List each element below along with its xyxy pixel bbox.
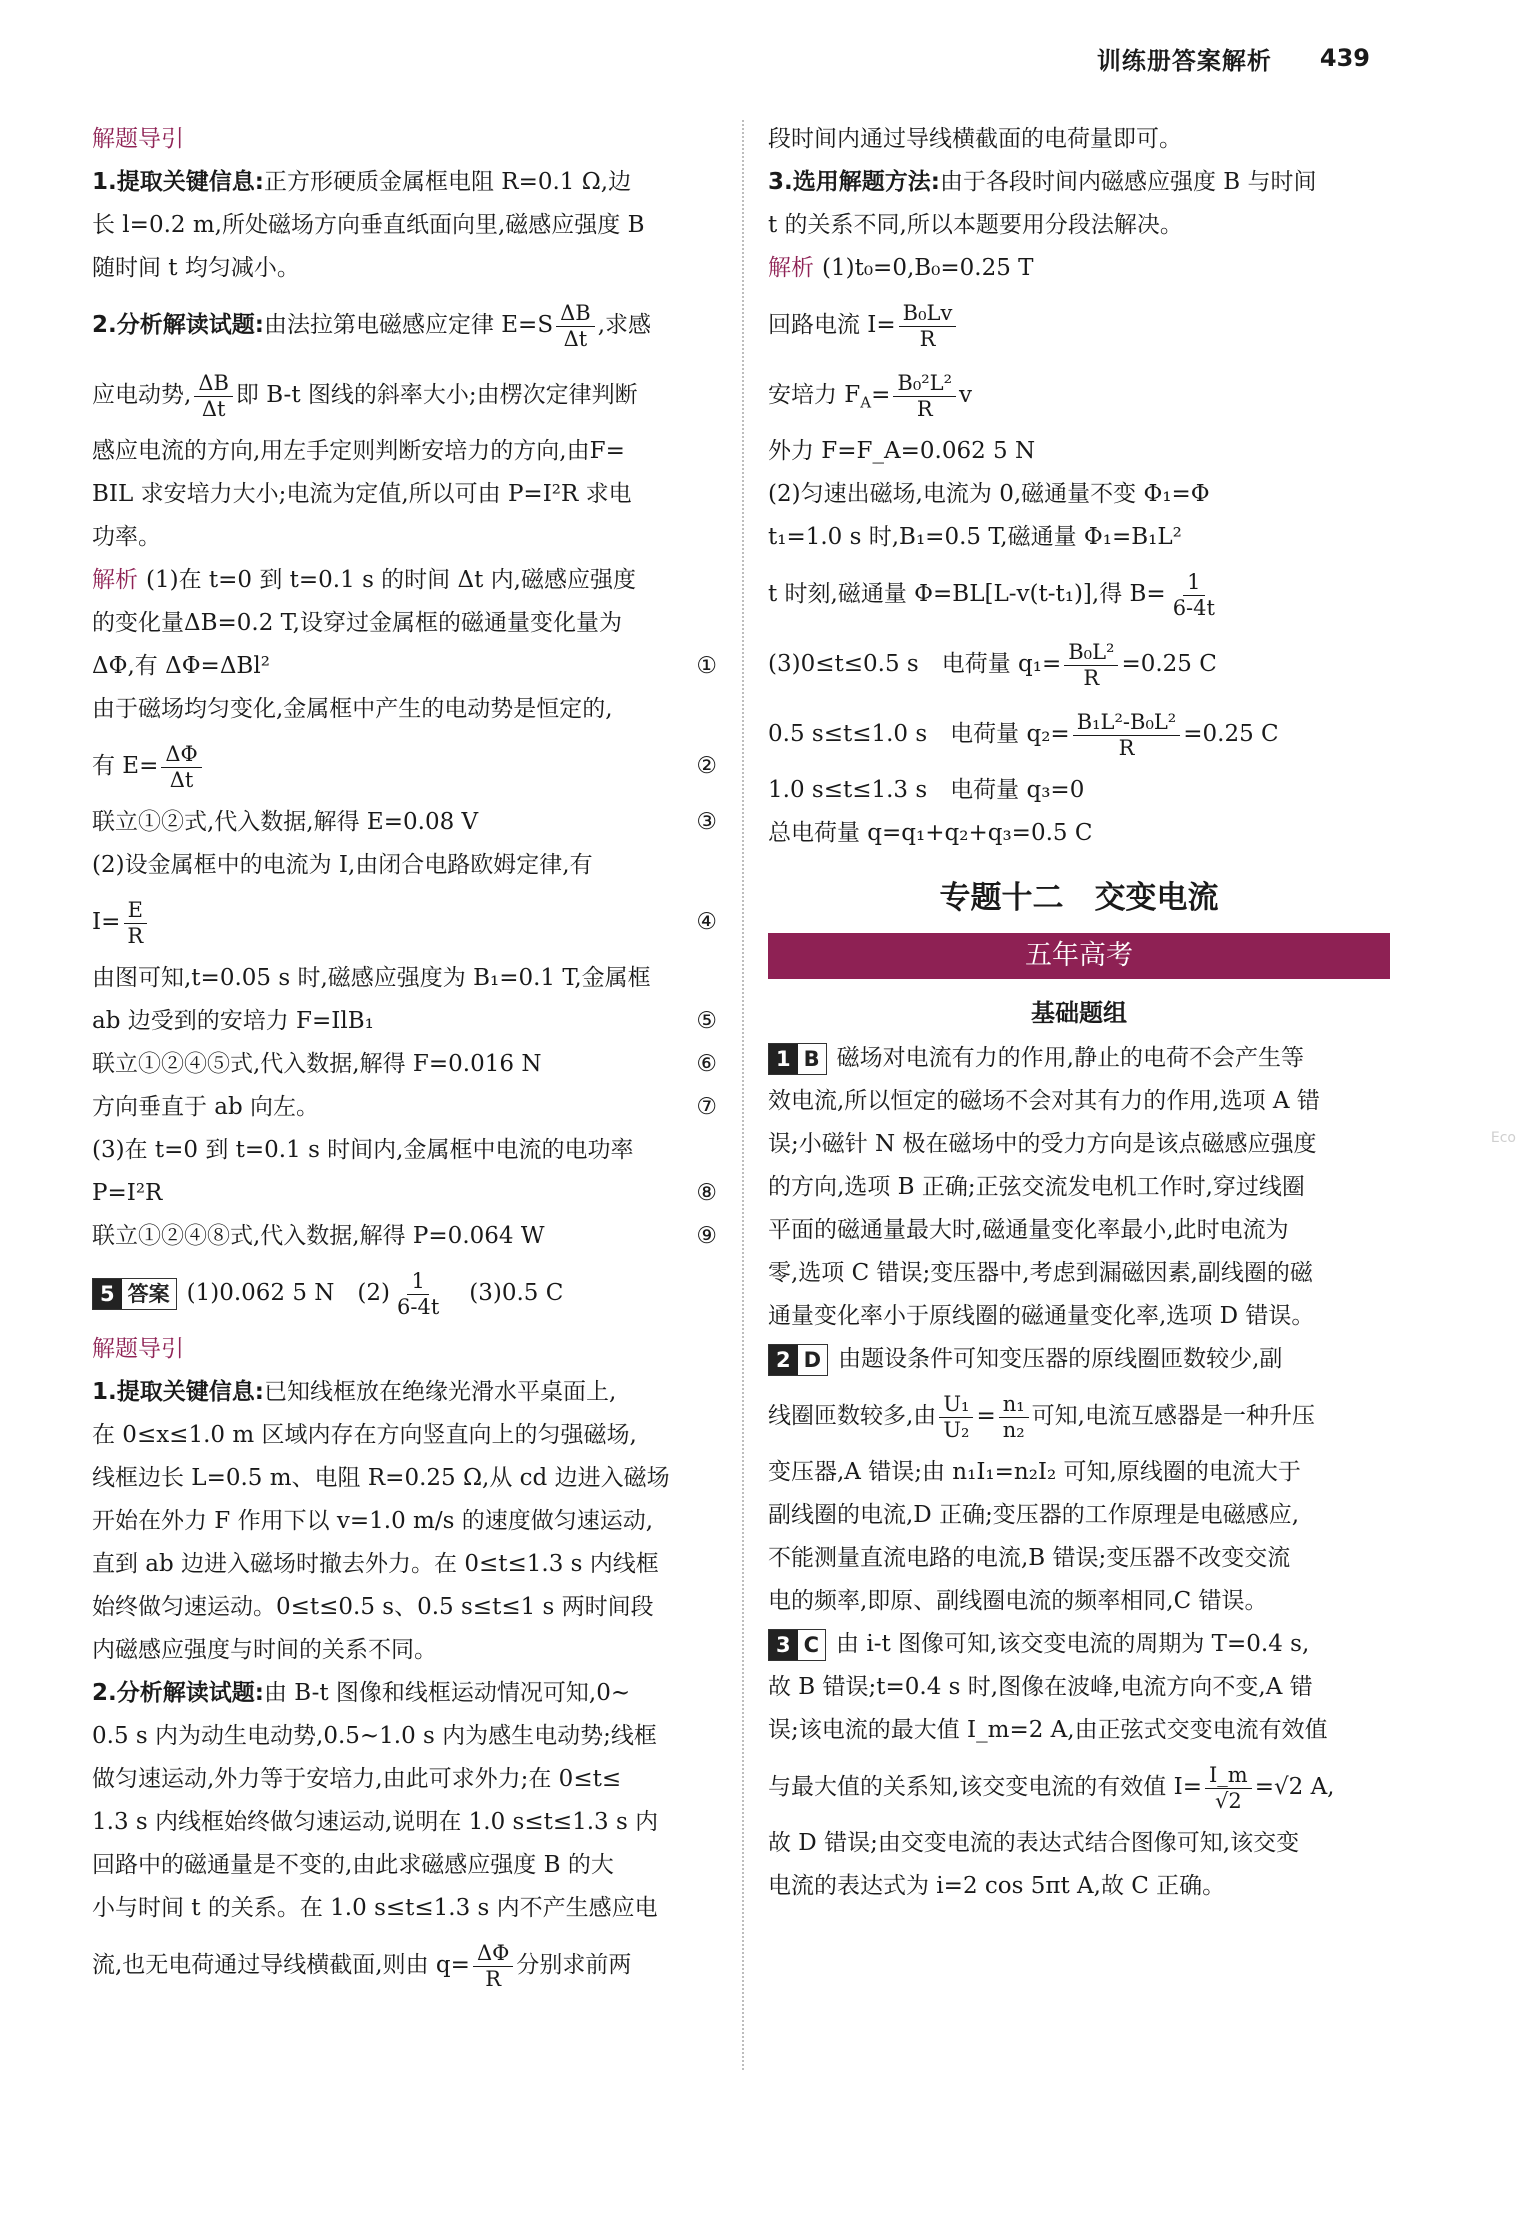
- fraction: $\frac{\text{B₁L²-B₀L²}}{R}$: [1073, 710, 1181, 759]
- group-title: 基础题组: [1031, 999, 1127, 1027]
- text-line: 1.提取关键信息:已知线框放在绝缘光滑水平桌面上,: [92, 1379, 617, 1405]
- text-line: 误;该电流的最大值 I_m=2 A,由正弦式交变电流有效值: [768, 1717, 1328, 1743]
- text-line: t 的关系不同,所以本题要用分段法解决。: [768, 212, 1183, 238]
- text-line: 直到 ab 边进入磁场时撤去外力。在 0≤t≤1.3 s 内线框: [92, 1551, 659, 1577]
- text-line: 总电荷量 q=q₁+q₂+q₃=0.5 C: [768, 820, 1093, 846]
- text-line: 不能测量直流电路的电流,B 错误;变压器不改变交流: [768, 1545, 1291, 1571]
- text-line: 效电流,所以恒定的磁场不会对其有力的作用,选项 A 错: [768, 1088, 1320, 1114]
- text-line: P=I²R ⑧: [92, 1172, 717, 1215]
- equation-marker: ⑤: [696, 1008, 717, 1034]
- fraction: $\frac{\text{B₀Lv}}{R}$: [899, 301, 957, 350]
- text-line: 联立①②④⑧式,代入数据,解得 P=0.064 W ⑨: [92, 1215, 717, 1258]
- text-line: 安培力 $F_A=$ $\frac{\text{B₀²L²}}{R}$ v: [768, 371, 973, 421]
- text-line: 做匀速运动,外力等于安培力,由此可求外力;在 0≤t≤: [92, 1766, 622, 1792]
- left-column: [92, 118, 717, 2000]
- text-line: 电流的表达式为 i=2 cos 5πt A,故 C 正确。: [768, 1873, 1226, 1899]
- fraction: $\frac{\Delta\Phi}{R}$: [473, 1941, 513, 1990]
- text-line: 始终做匀速运动。0≤t≤0.5 s、0.5 s≤t≤1 s 两时间段: [92, 1594, 654, 1620]
- text-line: 平面的磁通量最大时,磁通量变化率最小,此时电流为: [768, 1217, 1289, 1243]
- question-badge: 3 C: [768, 1629, 826, 1661]
- text-line: 内磁感应强度与时间的关系不同。: [92, 1637, 437, 1663]
- answer-line: 5 答案 (1)0.062 5 N (2) $\frac{1}{6-4t}$ (3)0.5 C: [92, 1258, 717, 1328]
- text-line: 2.分析解读试题:由法拉第电磁感应定律 E=S $\frac{\Delta B}{\Delta t}$ ,求感: [92, 301, 652, 351]
- text-line: 由于磁场均匀变化,金属框中产生的电动势是恒定的,: [92, 696, 613, 722]
- text-line: 线框边长 L=0.5 m、电阻 R=0.25 Ω,从 cd 边进入磁场: [92, 1465, 670, 1491]
- fraction: $\frac{\Delta\Phi}{\Delta t}$: [161, 742, 201, 791]
- text-line: 随时间 t 均匀减小。: [92, 255, 300, 281]
- right-column: [768, 118, 1390, 1908]
- analysis-label: 解析: [768, 255, 814, 281]
- equation-marker: ④: [696, 909, 717, 935]
- text-line: BIL 求安培力大小;电流为定值,所以可由 P=I²R 求电: [92, 481, 632, 507]
- fraction: $\frac{I\_m}{√2}$: [1205, 1763, 1252, 1812]
- page-header: [1097, 38, 1370, 78]
- question-badge: 1 B: [768, 1043, 827, 1075]
- text-line: 应电动势, $\frac{\Delta B}{\Delta t}$ 即 B-t 图线的斜率大小;由楞次定律判断: [92, 371, 638, 421]
- equation-marker: ⑥: [696, 1051, 717, 1077]
- fraction: $\frac{E}{R}$: [123, 898, 147, 947]
- text-line: (3)在 t=0 到 t=0.1 s 时间内,金属框中电流的电功率: [92, 1137, 634, 1163]
- text-line: 误;小磁针 N 极在磁场中的受力方向是该点磁感应强度: [768, 1131, 1317, 1157]
- text-line: 2.分析解读试题:由 B-t 图像和线框运动情况可知,0~: [92, 1680, 631, 1706]
- text-line: 故 D 错误;由交变电流的表达式结合图像可知,该交变: [768, 1830, 1300, 1856]
- equation-marker: ③: [696, 809, 717, 835]
- guide-heading-2: 解题导引: [92, 1336, 184, 1362]
- page-number: 439: [1319, 44, 1370, 72]
- fraction: $\frac{\Delta B}{\Delta t}$: [194, 371, 233, 420]
- question-1: 1 B 磁场对电流有力的作用,静止的电荷不会产生等: [768, 1037, 1390, 1080]
- guide-heading-1: 解题导引: [92, 126, 184, 152]
- text-line: 与最大值的关系知,该交变电流的有效值 I= $\frac{I\_m}{√2}$ =√2 A,: [768, 1763, 1335, 1813]
- equation-marker: ⑧: [696, 1180, 717, 1206]
- fraction: $\frac{\text{B₀²L²}}{R}$: [893, 371, 956, 420]
- text-line: 解析 (1)在 t=0 到 t=0.1 s 的时间 Δt 内,磁感应强度: [92, 567, 636, 593]
- text-line: 由图可知,t=0.05 s 时,磁感应强度为 B₁=0.1 T,金属框: [92, 965, 651, 991]
- fraction: $\frac{\text{B₀L²}}{R}$: [1064, 640, 1118, 689]
- equation-marker: ⑦: [696, 1094, 717, 1120]
- text-line: 开始在外力 F 作用下以 v=1.0 m/s 的速度做匀速运动,: [92, 1508, 654, 1534]
- question-badge: 2 D: [768, 1344, 828, 1376]
- text-line: 1.3 s 内线框始终做匀速运动,说明在 1.0 s≤t≤1.3 s 内: [92, 1809, 659, 1835]
- text-line: 有 E= $\frac{\Delta\Phi}{\Delta t}$ ②: [92, 731, 717, 801]
- topic-title: 专题十二 交变电流: [939, 880, 1219, 916]
- equation-marker: ②: [696, 753, 717, 779]
- text-line: 流,也无电荷通过导线横截面,则由 q= $\frac{\Delta\Phi}{R}$ 分别求前两: [92, 1941, 632, 1991]
- text-line: 感应电流的方向,用左手定则判断安培力的方向,由F=: [92, 438, 625, 464]
- text-line: 3.选用解题方法:由于各段时间内磁感应强度 B 与时间: [768, 169, 1317, 195]
- text-line: 0.5 s 内为动生电动势,0.5~1.0 s 内为感生电动势;线框: [92, 1723, 657, 1749]
- fraction: $\frac{\text{U₁}}{\text{U₂}}$: [939, 1392, 973, 1441]
- text-line: t 时刻,磁通量 Φ=BL[L-v(t-t₁)],得 B= $\frac{1}{6-4t}$: [768, 559, 1390, 629]
- section-banner: 五年高考: [768, 933, 1390, 979]
- side-mark: Eco: [1490, 1130, 1516, 1146]
- text-line: 方向垂直于 ab 向左。 ⑦: [92, 1086, 717, 1129]
- text-line: 线圈匝数较多,由 $\frac{\text{U₁}}{\text{U₂}}$ = $\frac{\text{n₁}}{\text{n₂}}$ 可知,电流互感器是一种升压: [768, 1392, 1315, 1442]
- equation-marker: ①: [696, 653, 717, 679]
- equation-marker: ⑨: [696, 1223, 717, 1249]
- text-line: 联立①②④⑤式,代入数据,解得 F=0.016 N ⑥: [92, 1043, 717, 1086]
- text-line: 零,选项 C 错误;变压器中,考虑到漏磁因素,副线圈的磁: [768, 1260, 1313, 1286]
- text-line: (2)匀速出磁场,电流为 0,磁通量不变 Φ₁=Φ: [768, 481, 1210, 507]
- text-line: 回路电流 I= $\frac{\text{B₀Lv}}{R}$: [768, 290, 1390, 360]
- text-line: 1.提取关键信息:正方形硬质金属框电阻 R=0.1 Ω,边: [92, 169, 632, 195]
- text-line: 长 l=0.2 m,所处磁场方向垂直纸面向里,磁感应强度 B: [92, 212, 645, 238]
- text-line: 解析 (1)t₀=0,B₀=0.25 T: [768, 255, 1034, 281]
- fraction: $\frac{1}{6-4t}$: [1172, 570, 1215, 620]
- text-line: (2)设金属框中的电流为 I,由闭合电路欧姆定律,有: [92, 852, 593, 878]
- text-line: 通量变化率小于原线圈的磁通量变化率,选项 D 错误。: [768, 1303, 1315, 1329]
- answer-badge: 5 答案: [92, 1278, 177, 1310]
- text-line: ab 边受到的安培力 F=IlB₁ ⑤: [92, 1000, 717, 1043]
- text-line: 的变化量ΔB=0.2 T,设穿过金属框的磁通量变化量为: [92, 610, 622, 636]
- text-line: 副线圈的电流,D 正确;变压器的工作原理是电磁感应,: [768, 1502, 1300, 1528]
- analysis-label: 解析: [92, 567, 138, 593]
- text-line: 的方向,选项 B 正确;正弦交流发电机工作时,穿过线圈: [768, 1174, 1305, 1200]
- text-line: 在 0≤x≤1.0 m 区域内存在方向竖直向上的匀强磁场,: [92, 1422, 637, 1448]
- text-line: t₁=1.0 s 时,B₁=0.5 T,磁通量 Φ₁=B₁L²: [768, 524, 1182, 550]
- text-line: 功率。: [92, 524, 161, 550]
- text-line: 变压器,A 错误;由 n₁I₁=n₂I₂ 可知,原线圈的电流大于: [768, 1459, 1301, 1485]
- text-line: 故 B 错误;t=0.4 s 时,图像在波峰,电流方向不变,A 错: [768, 1674, 1313, 1700]
- text-line: 段时间内通过导线横截面的电荷量即可。: [768, 126, 1182, 152]
- question-2: 2 D 由题设条件可知变压器的原线圈匝数较少,副: [768, 1338, 1390, 1381]
- fraction: $\frac{\text{n₁}}{\text{n₂}}$: [999, 1392, 1029, 1441]
- text-line: 1.0 s≤t≤1.3 s 电荷量 q₃=0: [768, 777, 1085, 803]
- question-3: 3 C 由 i-t 图像可知,该交变电流的周期为 T=0.4 s,: [768, 1623, 1390, 1666]
- header-title: 训练册答案解析: [1096, 46, 1272, 75]
- text-line: 外力 F=F_A=0.062 5 N: [768, 438, 1036, 464]
- text-line: 联立①②式,代入数据,解得 E=0.08 V ③: [92, 801, 717, 844]
- fraction: $\frac{1}{6-4t}$: [397, 1269, 440, 1319]
- text-line: 回路中的磁通量是不变的,由此求磁感应强度 B 的大: [92, 1852, 614, 1878]
- text-line: ΔΦ,有 ΔΦ=ΔBl² ①: [92, 645, 717, 688]
- text-line: 0.5 s≤t≤1.0 s 电荷量 q₂= $\frac{\text{B₁L²-B₀L²}}{R}$ =0.25 C: [768, 710, 1279, 760]
- column-divider: [742, 120, 744, 2070]
- text-line: I= $\frac{E}{R}$ ④: [92, 887, 717, 957]
- fraction: $\frac{\Delta B}{\Delta t}$: [556, 301, 595, 350]
- text-line: 小与时间 t 的关系。在 1.0 s≤t≤1.3 s 内不产生感应电: [92, 1895, 658, 1921]
- text-line: 电的频率,即原、副线圈电流的频率相同,C 错误。: [768, 1588, 1268, 1614]
- text-line: (3)0≤t≤0.5 s 电荷量 q₁= $\frac{\text{B₀L²}}{R}$ =0.25 C: [768, 640, 1217, 690]
